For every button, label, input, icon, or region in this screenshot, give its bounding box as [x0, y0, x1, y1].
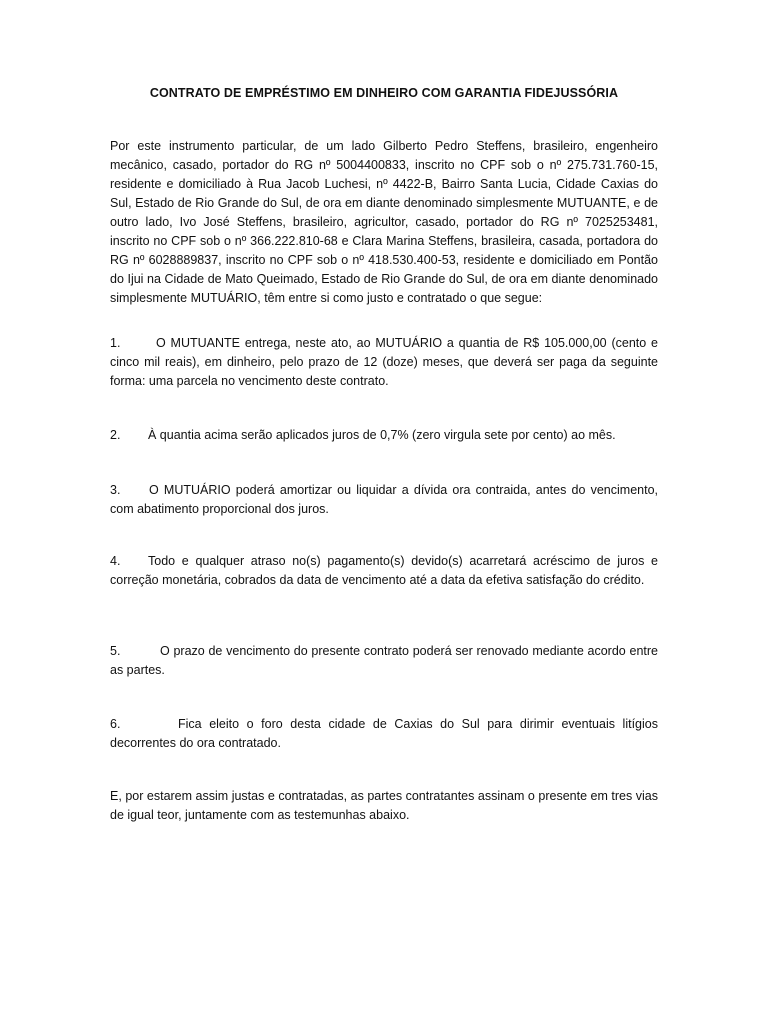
clause-number: 6.	[110, 717, 121, 731]
clause-number: 1.	[110, 336, 121, 350]
clause-text: O MUTUÁRIO poderá amortizar ou liquidar a dívida ora contraida, antes do vencimento, com abatimento proporcional dos juros.	[110, 483, 658, 516]
closing-paragraph: E, por estarem assim justas e contratadas, as partes contratantes assinam o presente em tres vias de igual teor, juntamente com as testemunhas abaixo.	[110, 789, 658, 822]
intro-paragraph: Por este instrumento particular, de um lado Gilberto Pedro Steffens, brasileiro, engenheiro mecânico, casado, portador do RG nº 5004400833, inscrito no CPF sob o nº 275.731.760-15, residente e domiciliado à Rua Jacob Luchesi, nº 4422-B, Bairro Santa Lucia, Cidade Caxias do Sul, Estado de Rio Grande do Sul, de ora em diante denominado simplesmente MUTUANTE, e de outro lado, Ivo José Steffens, brasileiro, agricultor, casado, portador do RG nº 7025253481, inscrito no CPF sob o nº 366.222.810-68 e Clara Marina Steffens, brasileira, casada, portadora do RG nº 6028889837, inscrito no CPF sob o nº 418.530.400-53, residente e domiciliado em Pontão do Ijui na Cidade de Mato Queimado, Estado de Rio Grande do Sul, de ora em diante denominado simplesmente MUTUÁRIO, têm entre si como justo e contratado o que segue:	[110, 139, 658, 305]
clause-text: Fica eleito o foro desta cidade de Caxias do Sul para dirimir eventuais litígios decorrentes do ora contratado.	[110, 717, 658, 750]
clause-5	[110, 642, 658, 680]
clause-number: 4.	[110, 554, 121, 568]
clause-text: O MUTUANTE entrega, neste ato, ao MUTUÁRIO a quantia de R$ 105.000,00 (cento e cinco mil reais), em dinheiro, pelo prazo de 12 (doze) meses, que deverá ser paga da seguinte forma: uma parcela no vencimento deste contrato.	[110, 336, 658, 388]
clause-3	[110, 481, 658, 519]
document-title: CONTRATO DE EMPRÉSTIMO EM DINHEIRO COM GARANTIA FIDEJUSSÓRIA	[149, 86, 619, 100]
clause-number: 3.	[110, 483, 121, 497]
clause-number: 2.	[110, 428, 121, 442]
clause-text: Todo e qualquer atraso no(s) pagamento(s) devido(s) acarretará acréscimo de juros e correção monetária, cobrados da data de vencimento até a data da efetiva satisfação do crédito.	[110, 554, 658, 587]
clause-number: 5.	[110, 644, 121, 658]
clause-4	[110, 552, 658, 590]
clause-2	[110, 426, 658, 445]
clause-6	[110, 715, 658, 753]
clause-1	[110, 334, 658, 391]
clause-text: O prazo de vencimento do presente contrato poderá ser renovado mediante acordo entre as partes.	[110, 644, 658, 677]
clause-text: À quantia acima serão aplicados juros de 0,7% (zero virgula sete por cento) ao mês.	[148, 428, 616, 442]
